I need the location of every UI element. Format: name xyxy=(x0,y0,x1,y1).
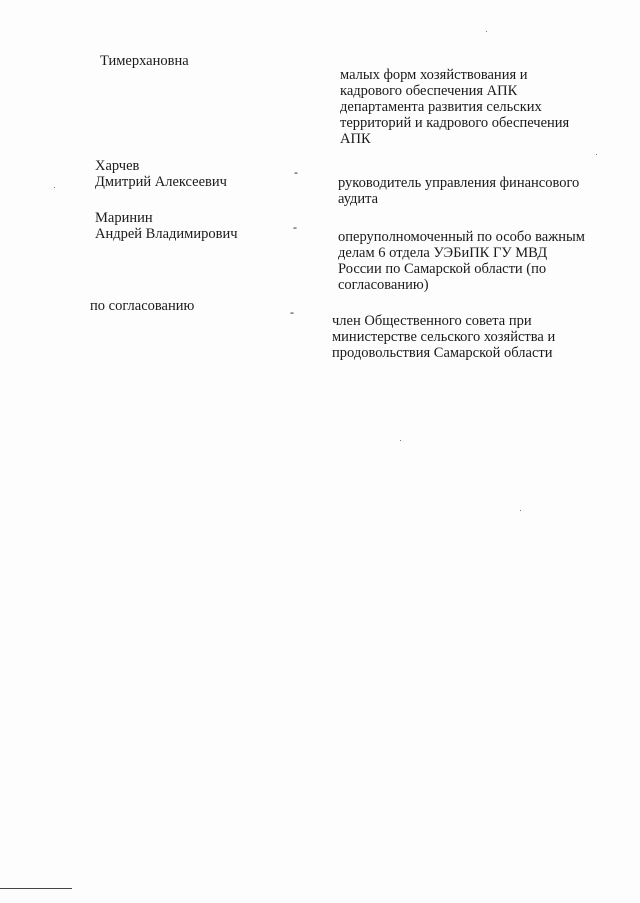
member-name-3 xyxy=(90,298,194,314)
duty-line: кадрового обеспечения АПК xyxy=(340,83,518,99)
dash-separator-3: - xyxy=(290,305,294,319)
duty-line: аудита xyxy=(338,191,379,207)
scan-speck xyxy=(400,440,401,441)
scan-speck xyxy=(596,154,597,155)
member-duty-0 xyxy=(340,67,610,147)
scan-speck xyxy=(486,31,487,32)
duty-line: департамента развития сельских xyxy=(340,99,542,115)
duty-line: территорий и кадрового обеспечения xyxy=(340,115,570,131)
duty-line: малых форм хозяйствования и xyxy=(340,67,528,83)
name-line: Тимерхановна xyxy=(100,53,189,69)
member-name-1 xyxy=(95,158,227,190)
duty-line: министерстве сельского хозяйства и xyxy=(332,329,556,345)
duty-line: согласованию) xyxy=(338,277,429,293)
dash-separator-1: - xyxy=(294,165,298,179)
duty-line: делам 6 отдела УЭБиПК ГУ МВД xyxy=(338,245,548,261)
scan-speck xyxy=(54,187,55,188)
footnote-rule xyxy=(0,888,72,889)
duty-line: руководитель управления финансового xyxy=(338,175,580,191)
duty-line: продовольствия Самарской области xyxy=(332,345,553,361)
member-duty-1 xyxy=(338,175,608,207)
name-line: Маринин xyxy=(95,210,153,226)
name-line: по согласованию xyxy=(90,298,195,314)
scan-speck xyxy=(520,510,521,511)
name-line: Андрей Владимирович xyxy=(95,226,238,242)
duty-line: член Общественного совета при xyxy=(332,313,532,329)
name-line: Харчев xyxy=(95,158,140,174)
member-duty-2 xyxy=(338,229,608,293)
duty-line: оперуполномоченный по особо важным xyxy=(338,229,585,245)
name-line: Дмитрий Алексеевич xyxy=(95,174,227,190)
member-duty-3 xyxy=(332,313,602,361)
dash-separator-2: - xyxy=(293,220,297,234)
member-name-2 xyxy=(95,210,238,242)
duty-line: АПК xyxy=(340,131,371,147)
member-name-0 xyxy=(100,53,189,69)
duty-line: России по Самарской области (по xyxy=(338,261,547,277)
